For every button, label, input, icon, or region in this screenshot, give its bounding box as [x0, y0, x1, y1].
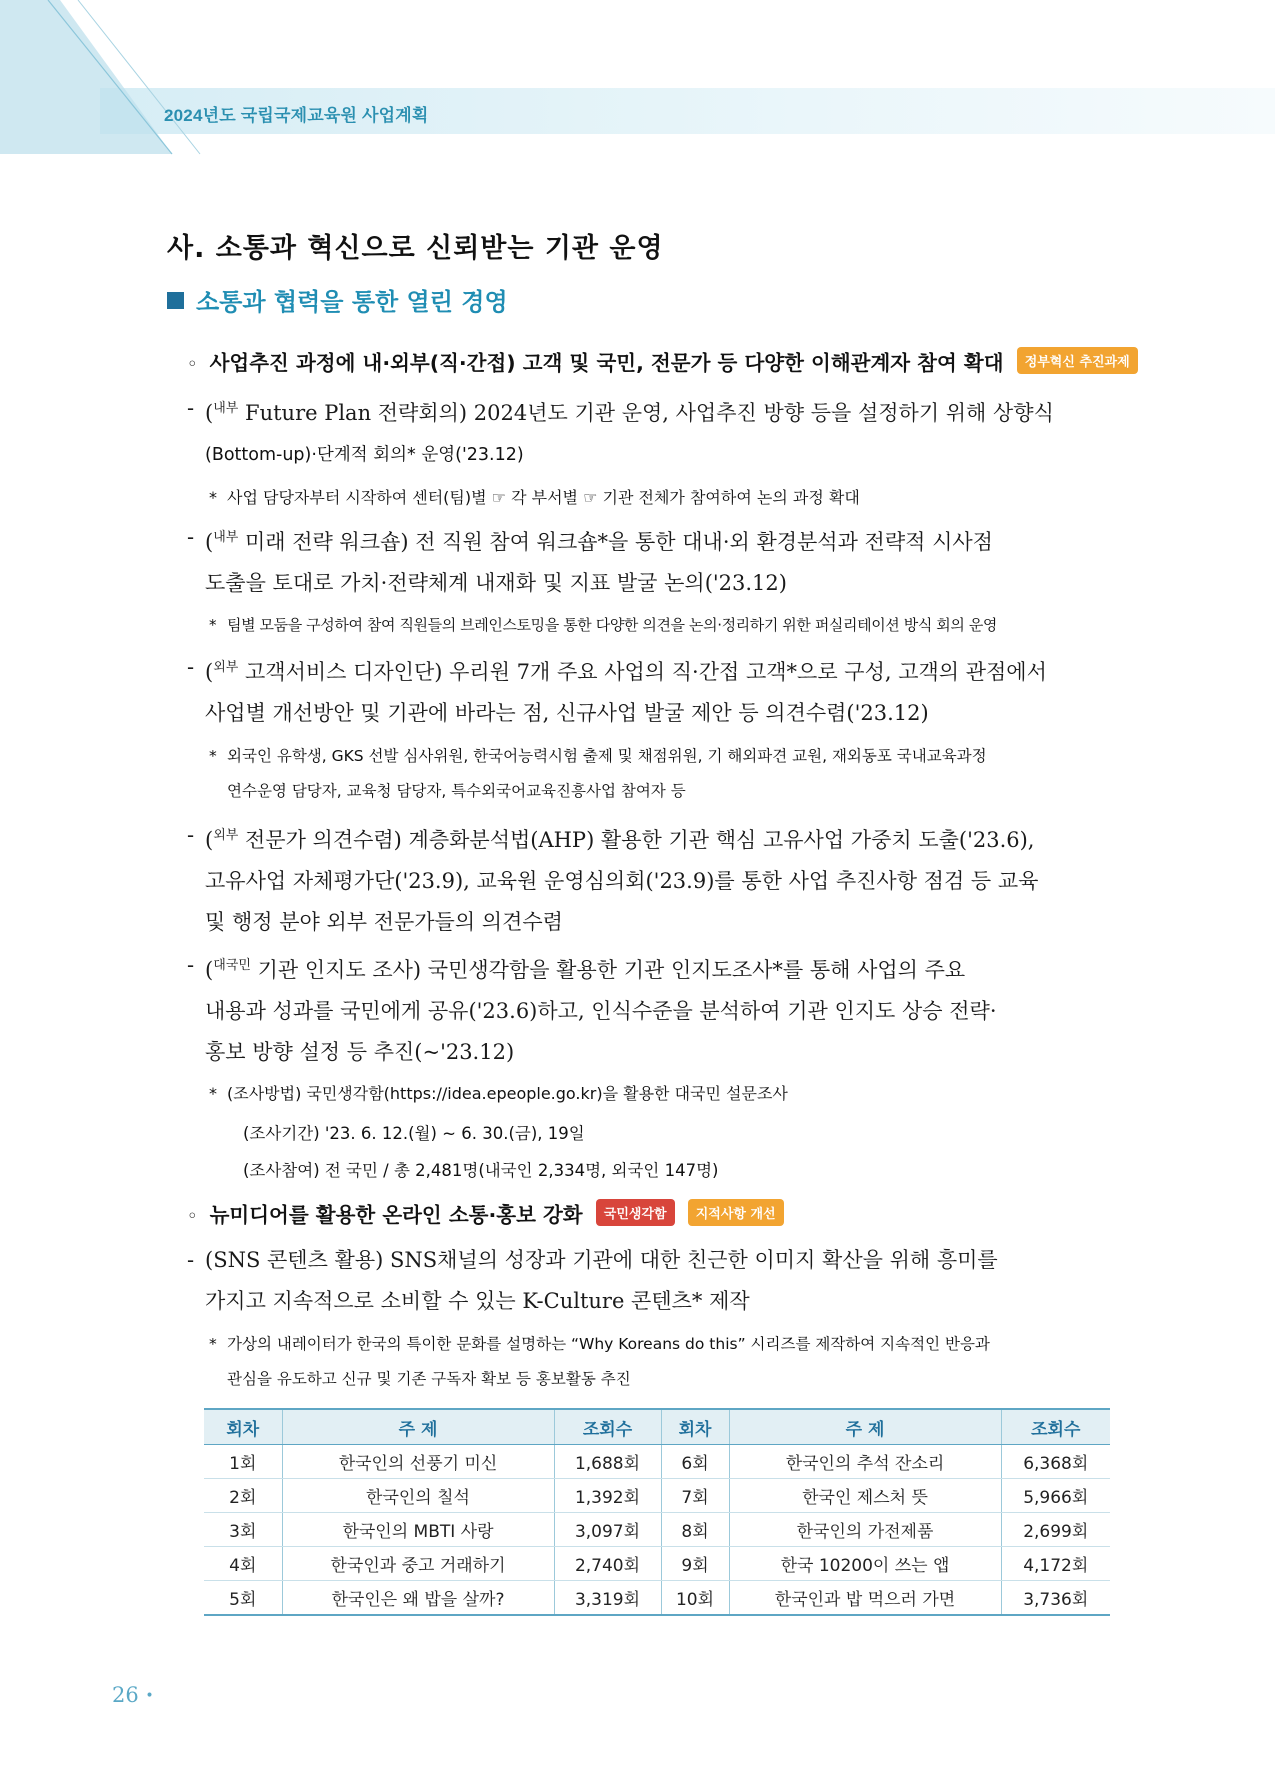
note-2: * 팀별 모둠을 구성하여 참여 직원들의 브레인스토밍을 통한 다양한 의견을 논의·정리하기 위한 퍼실리테이션 방식 회의 운영 — [209, 616, 998, 634]
col-header-views: 조회수 — [1001, 1409, 1110, 1445]
table-cell: 한국인과 밥 먹으러 가면 — [729, 1581, 1001, 1616]
page-number: 26 • — [112, 1683, 154, 1707]
note-4-period: (조사기간) '23. 6. 12.(월) ~ 6. 30.(금), 19일 — [243, 1124, 585, 1143]
table-cell: 1,392회 — [554, 1479, 661, 1513]
col-header-episode: 회차 — [204, 1409, 282, 1445]
table-cell: 한국인의 가전제품 — [729, 1513, 1001, 1547]
bullet-heading-1: ◦ 사업추진 과정에 내·외부(직·간접) 고객 및 국민, 전문가 등 다양한 이해관계자 참여 확대 정부혁신 추진과제 — [187, 346, 1138, 376]
table-cell: 2회 — [204, 1479, 282, 1513]
table-row — [204, 1445, 1110, 1479]
item-internal-workshop: - ($^{내부}$ 미래 전략 워크숍) 전 직원 참여 워크숍*을 통한 대내·외 환경분석과 전략적 시사점 도출을 토대로 가치·전략체계 내재화 및 지표 발굴 논의('23.12) — [187, 525, 993, 595]
section-subtitle: 소통과 협력을 통한 열린 경영 — [167, 282, 508, 317]
table-row — [204, 1513, 1110, 1547]
table-row — [204, 1479, 1110, 1513]
section-title: 사. 소통과 혁신으로 신뢰받는 기관 운영 — [167, 233, 664, 264]
table-cell: 7회 — [661, 1479, 729, 1513]
table-cell: 4회 — [204, 1547, 282, 1581]
table-cell: 3,319회 — [554, 1581, 661, 1616]
item-external-customer-design: - ($^{외부}$ 고객서비스 디자인단) 우리원 7개 주요 사업의 직·간접 고객*으로 구성, 고객의 관점에서 사업별 개선방안 및 기관에 바라는 점, 신규사업 발굴 제안 등 의견수렴('23.12) — [187, 655, 1047, 725]
item-internal-future-plan: - ($^{내부}$ Future Plan 전략회의) 2024년도 기관 운영, 사업추진 방향 등을 설정하기 위해 상향식 — [187, 396, 1054, 425]
bullet-heading-2: ◦ 뉴미디어를 활용한 온라인 소통·홍보 강화 국민생각함 지적사항 개선 — [187, 1198, 784, 1228]
header-decoration — [0, 0, 260, 160]
table-cell: 한국인 제스처 뜻 — [729, 1479, 1001, 1513]
note-3: * 외국인 유학생, GKS 선발 심사위원, 한국어능력시험 출제 및 채점위원, 기 해외파견 교원, 재외동포 국내교육과정 연수운영 담당자, 교육청 담당자, 특수외국어교육진흥사업 참여자 등 — [209, 747, 987, 800]
table-cell: 8회 — [661, 1513, 729, 1547]
table-row — [204, 1581, 1110, 1616]
table-cell: 한국인과 중고 거래하기 — [282, 1547, 554, 1581]
table-cell: 한국인의 칠석 — [282, 1479, 554, 1513]
table-cell: 5,966회 — [1001, 1479, 1110, 1513]
table-cell: 3,097회 — [554, 1513, 661, 1547]
item-public-awareness-survey: - ($^{대국민}$ 기관 인지도 조사) 국민생각함을 활용한 기관 인지도조사*를 통해 사업의 주요 내용과 성과를 국민에게 공유('23.6)하고, 인식수준을 분석하여 기관 인지도 상승 전략· 홍보 방향 설정 등 추진(~'23.12) — [187, 953, 997, 1064]
note-4-participants: (조사참여) 전 국민 / 총 2,481명(내국인 2,334명, 외국인 147명) — [243, 1161, 719, 1180]
note-1: * 사업 담당자부터 시작하여 센터(팀)별 ☞ 각 부서별 ☞ 기관 전체가 참여하여 논의 과정 확대 — [209, 488, 860, 507]
table-cell: 10회 — [661, 1581, 729, 1616]
col-header-topic: 주 제 — [729, 1409, 1001, 1445]
table-cell: 5회 — [204, 1581, 282, 1616]
table-cell: 2,740회 — [554, 1547, 661, 1581]
table-cell: 3,736회 — [1001, 1581, 1110, 1616]
table-cell: 한국인의 선풍기 미신 — [282, 1445, 554, 1479]
bullet-marker: ◦ — [187, 1206, 198, 1227]
col-header-topic: 주 제 — [282, 1409, 554, 1445]
bullet-marker: ◦ — [187, 354, 198, 375]
tag-gov-innovation: 정부혁신 추진과제 — [1017, 347, 1138, 374]
table-cell: 6회 — [661, 1445, 729, 1479]
note-5: * 가상의 내레이터가 한국의 특이한 문화를 설명하는 “Why Koreans do this” 시리즈를 제작하여 지속적인 반응과 관심을 유도하고 신규 및 기존 구독자 확보 등 홍보활동 추진 — [209, 1335, 990, 1388]
item-external-experts: - ($^{외부}$ 전문가 의견수렴) 계층화분석법(AHP) 활용한 기관 핵심 고유사업 가중치 도출('23.6), 고유사업 자체평가단('23.9), 교육원 운영심의회('23.9)를 통한 사업 추진사항 점검 등 교육 및 행정 분야 외부 전문가들의 의견수렴 — [187, 823, 1039, 934]
table-header-row — [204, 1409, 1110, 1445]
header-title: 2024년도 국립국제교육원 사업계획 — [164, 106, 429, 125]
table-cell: 4,172회 — [1001, 1547, 1110, 1581]
table-cell: 한국인의 MBTI 사랑 — [282, 1513, 554, 1547]
table-cell: 6,368회 — [1001, 1445, 1110, 1479]
table-cell: 한국인의 추석 잔소리 — [729, 1445, 1001, 1479]
table-cell: 3회 — [204, 1513, 282, 1547]
square-bullet-icon — [167, 292, 184, 309]
table-cell: 한국인은 왜 밥을 살까? — [282, 1581, 554, 1616]
item-sns-content: - (SNS 콘텐츠 활용) SNS채널의 성장과 기관에 대한 친근한 이미지 확산을 위해 흥미를 가지고 지속적으로 소비할 수 있는 K-Culture 콘텐츠* 제작 — [187, 1248, 998, 1313]
table-cell: 한국 10200이 쓰는 앱 — [729, 1547, 1001, 1581]
table-cell: 1회 — [204, 1445, 282, 1479]
table-cell: 1,688회 — [554, 1445, 661, 1479]
item-1-line-2: (Bottom-up)·단계적 회의* 운영('23.12) — [205, 445, 524, 465]
tag-public-thinking: 국민생각함 — [596, 1199, 675, 1226]
table-cell: 9회 — [661, 1547, 729, 1581]
table-row — [204, 1547, 1110, 1581]
tag-improvement: 지적사항 개선 — [688, 1199, 784, 1226]
sns-content-table — [204, 1408, 1110, 1616]
col-header-episode: 회차 — [661, 1409, 729, 1445]
col-header-views: 조회수 — [554, 1409, 661, 1445]
table-cell: 2,699회 — [1001, 1513, 1110, 1547]
note-4: * (조사방법) 국민생각함(https://idea.epeople.go.kr)을 활용한 대국민 설문조사 — [209, 1084, 788, 1103]
